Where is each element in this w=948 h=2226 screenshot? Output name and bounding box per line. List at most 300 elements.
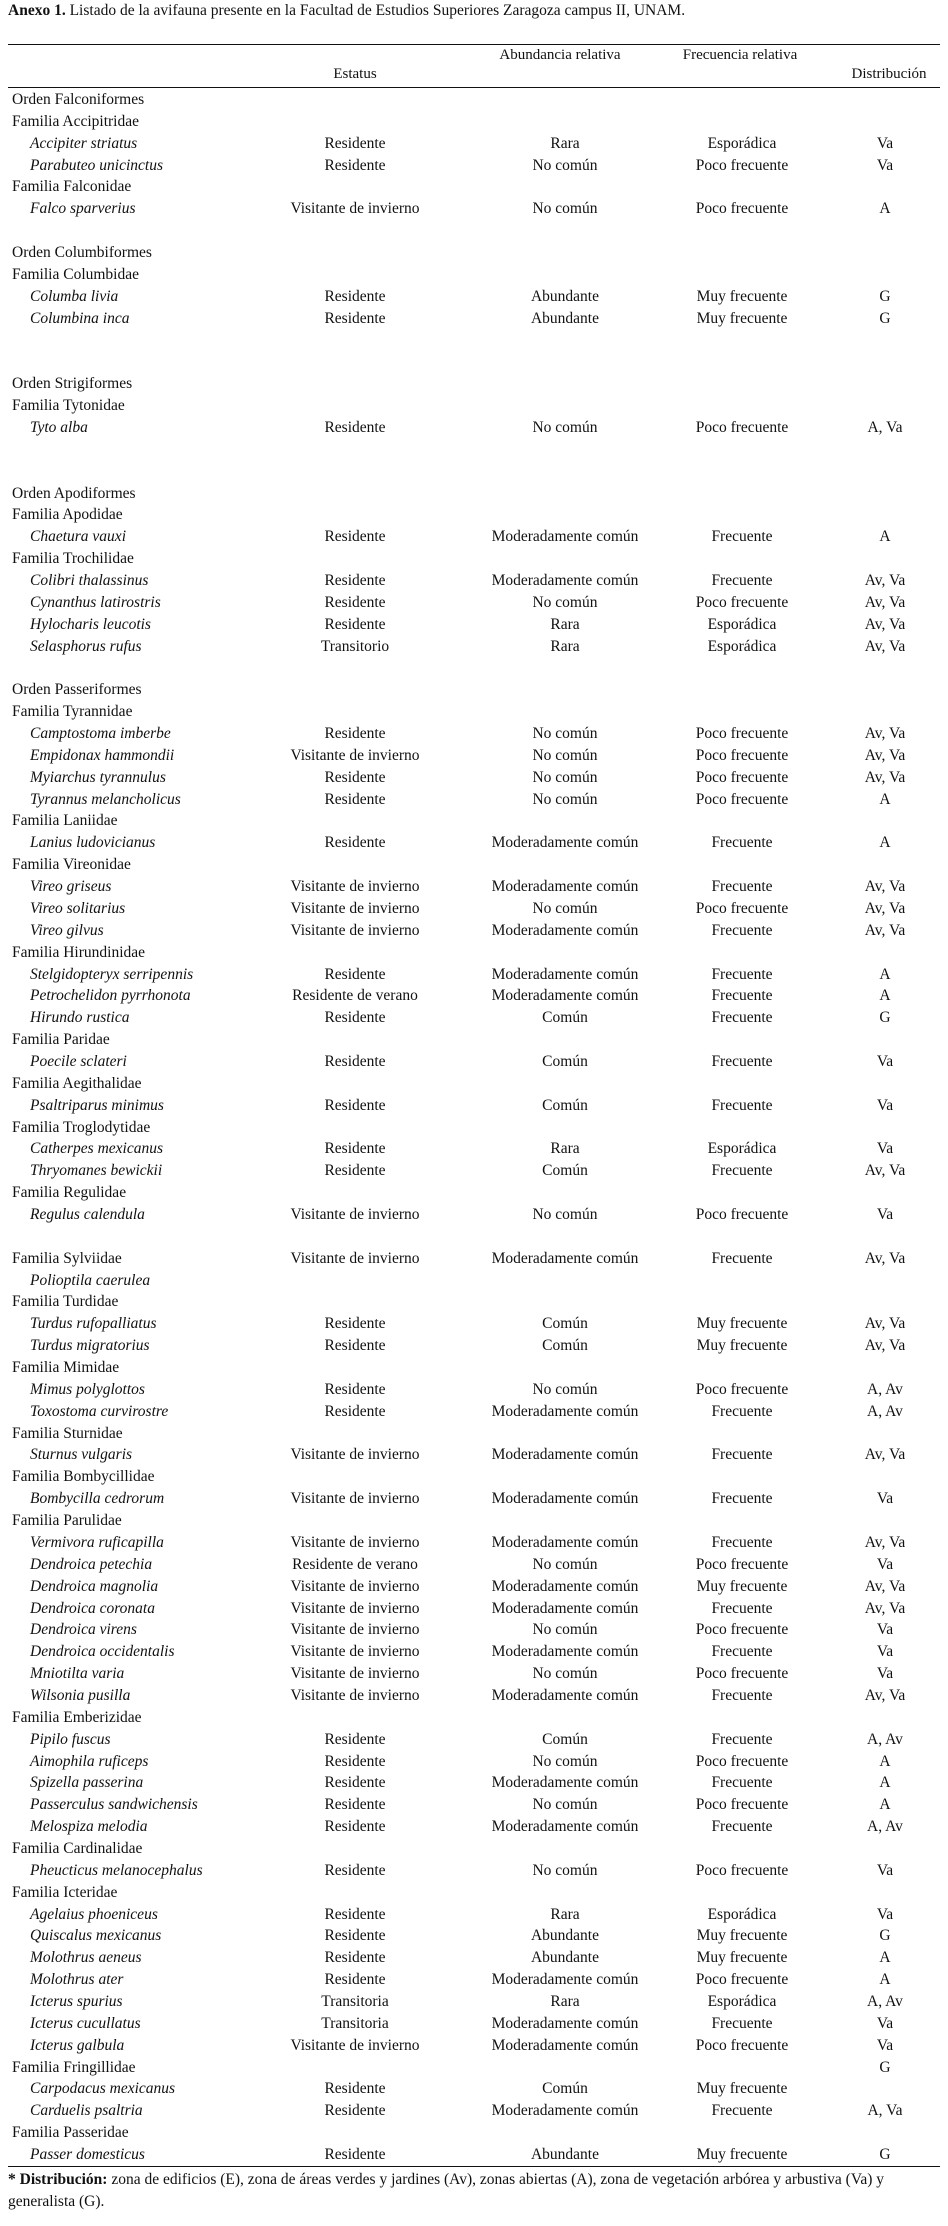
species-row bbox=[0, 1947, 948, 1968]
family-name: Familia Troglodytidae bbox=[12, 1118, 151, 1136]
family-name: Familia Parulidae bbox=[12, 1512, 122, 1529]
cell-estatus: Residente bbox=[324, 1140, 386, 1158]
species-row bbox=[0, 2078, 948, 2099]
species-name: Aimophila ruficeps bbox=[30, 1752, 149, 1770]
cell-distribucion: A, Va bbox=[867, 418, 903, 436]
cell-frecuencia: Poco frecuente bbox=[695, 1621, 789, 1639]
footnote bbox=[8, 2169, 940, 2213]
cell-estatus: Visitante de invierno bbox=[290, 2036, 420, 2054]
cell-distribucion: A bbox=[879, 1796, 891, 1814]
table-caption bbox=[8, 2, 685, 20]
family-name: Familia Trochilidae bbox=[12, 550, 134, 568]
cell-estatus: Visitante de invierno bbox=[290, 1533, 420, 1551]
cell-abundancia: Común bbox=[542, 1009, 588, 1027]
cell-distribucion: G bbox=[879, 2146, 891, 2163]
cell-frecuencia: Frecuente bbox=[711, 1599, 773, 1617]
cell-estatus: Residente bbox=[324, 156, 386, 174]
cell-frecuencia: Muy frecuente bbox=[696, 2080, 788, 2098]
family-row bbox=[0, 1423, 948, 1444]
species-name: Vermivora ruficapilla bbox=[30, 1533, 164, 1551]
spacer-row bbox=[0, 220, 948, 241]
order-row bbox=[0, 679, 948, 700]
family-name: Familia Vireonidae bbox=[12, 856, 131, 874]
cell-estatus: Transitorio bbox=[320, 637, 390, 655]
cell-frecuencia: Frecuente bbox=[711, 834, 773, 852]
species-row bbox=[0, 1007, 948, 1028]
family-row bbox=[0, 1466, 948, 1487]
family-row bbox=[0, 1510, 948, 1531]
cell-abundancia: No común bbox=[532, 1861, 598, 1879]
species-name: Turdus migratorius bbox=[30, 1337, 150, 1355]
cell-frecuencia: Frecuente bbox=[711, 1162, 773, 1180]
cell-frecuencia: Poco frecuente bbox=[695, 2036, 789, 2054]
cell-distribucion: Av, Va bbox=[864, 746, 906, 764]
species-row bbox=[0, 723, 948, 744]
species-row bbox=[0, 198, 948, 219]
species-row bbox=[0, 1335, 948, 1356]
species-row bbox=[0, 1554, 948, 1575]
cell-abundancia: No común bbox=[532, 200, 598, 218]
cell-estatus: Residente bbox=[324, 2102, 386, 2120]
species-row bbox=[0, 286, 948, 307]
species-name: Falco sparverius bbox=[30, 200, 136, 218]
species-name: Passerculus sandwichensis bbox=[30, 1796, 198, 1814]
header-abundancia: Abundancia relativa bbox=[499, 47, 621, 63]
family-row bbox=[0, 1357, 948, 1378]
species-row bbox=[0, 1051, 948, 1072]
cell-abundancia: Rara bbox=[550, 615, 580, 633]
species-name: Lanius ludovicianus bbox=[30, 834, 156, 852]
cell-frecuencia: Esporádica bbox=[707, 134, 777, 152]
cell-frecuencia: Poco frecuente bbox=[695, 1380, 789, 1398]
cell-abundancia: No común bbox=[532, 899, 598, 917]
order-name: Orden Passeriformes bbox=[12, 681, 142, 699]
species-name: Selasphorus rufus bbox=[30, 637, 142, 655]
cell-frecuencia: Poco frecuente bbox=[695, 156, 789, 174]
family-name: Familia Paridae bbox=[12, 1031, 110, 1049]
cell-frecuencia: Poco frecuente bbox=[695, 418, 789, 436]
cell-abundancia: Abundante bbox=[530, 1927, 599, 1945]
header-estatus: Estatus bbox=[333, 66, 377, 82]
species-row bbox=[0, 1138, 948, 1159]
species-row bbox=[0, 1904, 948, 1925]
cell-estatus: Visitante de invierno bbox=[290, 1686, 420, 1704]
cell-distribucion: Va bbox=[876, 2036, 894, 2054]
cell-distribucion: Av, Va bbox=[864, 637, 906, 655]
family-name: Familia Accipitridae bbox=[12, 112, 139, 130]
cell-distribucion: A bbox=[879, 200, 891, 218]
cell-abundancia: Común bbox=[542, 1052, 588, 1070]
cell-estatus: Residente de verano bbox=[292, 987, 418, 1005]
cell-distribucion: Av, Va bbox=[864, 1315, 906, 1333]
species-name: Quiscalus mexicanus bbox=[30, 1927, 162, 1945]
cell-estatus: Residente bbox=[324, 287, 386, 305]
footnote-text: zona de edificios (E), zona de áreas verdes y jardines (Av), zonas abiertas (A), zona de vegetación arbórea y arbustiva (Va) y generalista (G). bbox=[8, 2171, 884, 2210]
cell-distribucion: A, Av bbox=[867, 1380, 903, 1398]
species-name: Vireo griseus bbox=[30, 878, 112, 895]
cell-estatus: Visitante de invierno bbox=[290, 1577, 420, 1595]
order-row bbox=[0, 242, 948, 263]
cell-distribucion: Va bbox=[876, 1205, 894, 1223]
species-name: Agelaius phoeniceus bbox=[30, 1905, 158, 1923]
cell-frecuencia: Frecuente bbox=[711, 1774, 773, 1792]
cell-estatus: Residente bbox=[324, 1402, 386, 1420]
species-row bbox=[0, 1619, 948, 1640]
species-row bbox=[0, 1204, 948, 1225]
cell-estatus: Residente bbox=[324, 725, 386, 742]
cell-distribucion: Va bbox=[876, 1490, 894, 1508]
species-row bbox=[0, 308, 948, 329]
cell-estatus: Residente bbox=[324, 2080, 386, 2098]
cell-distribucion: Av, Va bbox=[864, 725, 906, 742]
cell-distribucion: A bbox=[879, 1971, 891, 1989]
cell-frecuencia: Frecuente bbox=[711, 1490, 773, 1508]
cell-estatus: Residente bbox=[324, 1730, 386, 1748]
cell-distribucion: Va bbox=[876, 1096, 894, 1114]
cell-distribucion: G bbox=[879, 287, 891, 305]
cell-abundancia: Abundante bbox=[530, 1949, 599, 1967]
species-row bbox=[0, 1794, 948, 1815]
family-name: Familia Emberizidae bbox=[12, 1708, 142, 1726]
cell-abundancia: Moderadamente común bbox=[491, 1686, 639, 1704]
family-row bbox=[0, 1248, 948, 1269]
cell-estatus: Visitante de invierno bbox=[290, 200, 420, 218]
cell-frecuencia: Muy frecuente bbox=[696, 309, 788, 327]
family-row bbox=[0, 854, 948, 875]
species-row bbox=[0, 1444, 948, 1465]
family-row bbox=[0, 1838, 948, 1859]
species-row bbox=[0, 745, 948, 766]
cell-distribucion: A bbox=[879, 834, 891, 852]
family-name: Familia Laniidae bbox=[12, 812, 118, 830]
cell-frecuencia: Poco frecuente bbox=[695, 1205, 789, 1223]
species-name: Spizella passerina bbox=[30, 1774, 144, 1792]
cell-abundancia: Moderadamente común bbox=[491, 1643, 639, 1661]
cell-distribucion: Av, Va bbox=[864, 1446, 906, 1464]
cell-frecuencia: Frecuente bbox=[711, 1446, 773, 1464]
cell-abundancia: No común bbox=[532, 768, 598, 786]
family-name: Familia Tytonidae bbox=[12, 397, 125, 415]
family-row bbox=[0, 176, 948, 197]
cell-abundancia: Moderadamente común bbox=[491, 878, 639, 895]
cell-abundancia: Común bbox=[542, 1162, 588, 1180]
cell-distribucion: Va bbox=[876, 1621, 894, 1639]
cell-abundancia: Rara bbox=[550, 637, 580, 655]
spacer-row bbox=[0, 439, 948, 460]
species-row bbox=[0, 2144, 948, 2165]
cell-abundancia: Moderadamente común bbox=[491, 2036, 639, 2054]
species-row bbox=[0, 898, 948, 919]
cell-distribucion: A bbox=[879, 790, 891, 808]
cell-frecuencia: Frecuente bbox=[711, 1009, 773, 1027]
family-row bbox=[0, 1291, 948, 1312]
species-row bbox=[0, 1751, 948, 1772]
species-name: Columbina inca bbox=[30, 309, 130, 327]
spacer-row bbox=[0, 330, 948, 351]
footnote-label: * Distribución: bbox=[8, 2171, 108, 2188]
cell-frecuencia: Poco frecuente bbox=[695, 1861, 789, 1879]
cell-abundancia: No común bbox=[532, 1555, 598, 1573]
cell-distribucion: A, Av bbox=[867, 1730, 903, 1748]
cell-estatus: Visitante de invierno bbox=[290, 746, 420, 764]
family-name: Familia Hirundinidae bbox=[12, 943, 146, 961]
family-row bbox=[0, 264, 948, 285]
species-row bbox=[0, 1379, 948, 1400]
cell-abundancia: Moderadamente común bbox=[491, 987, 639, 1005]
family-row bbox=[0, 1707, 948, 1728]
species-row bbox=[0, 1598, 948, 1619]
cell-frecuencia: Poco frecuente bbox=[695, 1971, 789, 1989]
family-row bbox=[0, 395, 948, 416]
cell-frecuencia: Poco frecuente bbox=[695, 593, 789, 611]
cell-estatus: Transitoria bbox=[321, 2014, 389, 2032]
table-bottom-rule bbox=[8, 2166, 940, 2167]
species-name: Polioptila caerulea bbox=[30, 1271, 151, 1289]
family-name: Familia Aegithalidae bbox=[12, 1074, 142, 1092]
family-name: Familia Cardinalidae bbox=[12, 1839, 143, 1857]
species-name: Mimus polyglottos bbox=[30, 1380, 145, 1398]
cell-abundancia: No común bbox=[532, 1796, 598, 1814]
cell-frecuencia: Muy frecuente bbox=[696, 1577, 788, 1595]
cell-estatus: Visitante de invierno bbox=[290, 878, 420, 895]
cell-frecuencia: Frecuente bbox=[711, 878, 773, 895]
species-name: Icterus spurius bbox=[30, 1993, 123, 2010]
cell-estatus: Residente bbox=[324, 1971, 386, 1989]
species-row bbox=[0, 1925, 948, 1946]
species-row bbox=[0, 1313, 948, 1334]
cell-frecuencia: Frecuente bbox=[711, 921, 773, 939]
cell-abundancia: Moderadamente común bbox=[491, 1249, 639, 1267]
cell-abundancia: Abundante bbox=[530, 2146, 599, 2163]
cell-frecuencia: Muy frecuente bbox=[696, 2146, 788, 2163]
family-row bbox=[0, 1882, 948, 1903]
header-distribucion: Distribución bbox=[851, 66, 927, 82]
cell-abundancia: Moderadamente común bbox=[491, 1490, 639, 1508]
family-name: Familia Turdidae bbox=[12, 1293, 119, 1311]
family-row bbox=[0, 548, 948, 569]
cell-abundancia: Abundante bbox=[530, 287, 599, 305]
species-name: Accipiter striatus bbox=[30, 134, 138, 152]
family-row bbox=[0, 1182, 948, 1203]
cell-estatus: Visitante de invierno bbox=[290, 1643, 420, 1661]
cell-distribucion: Av, Va bbox=[864, 878, 906, 895]
species-row bbox=[0, 1772, 948, 1793]
cell-abundancia: Moderadamente común bbox=[491, 1577, 639, 1595]
cell-distribucion: Av, Va bbox=[864, 768, 906, 786]
cell-abundancia: No común bbox=[532, 156, 598, 174]
cell-abundancia: No común bbox=[532, 593, 598, 611]
family-row bbox=[0, 810, 948, 831]
cell-estatus: Residente bbox=[324, 768, 386, 786]
cell-abundancia: No común bbox=[532, 790, 598, 808]
cell-abundancia: Moderadamente común bbox=[491, 2014, 639, 2032]
cell-distribucion: Av, Va bbox=[864, 615, 906, 633]
species-name: Pipilo fuscus bbox=[30, 1730, 111, 1748]
cell-frecuencia: Muy frecuente bbox=[696, 1927, 788, 1945]
cell-frecuencia: Esporádica bbox=[707, 615, 777, 633]
species-row bbox=[0, 1270, 948, 1291]
species-row bbox=[0, 876, 948, 897]
species-name: Toxostoma curvirostre bbox=[30, 1402, 169, 1420]
species-name: Wilsonia pusilla bbox=[30, 1686, 131, 1704]
cell-frecuencia: Poco frecuente bbox=[695, 1796, 789, 1814]
cell-abundancia: No común bbox=[532, 1665, 598, 1682]
cell-abundancia: No común bbox=[532, 1205, 598, 1223]
order-row bbox=[0, 89, 948, 110]
species-name: Stelgidopteryx serripennis bbox=[30, 965, 194, 983]
cell-distribucion: Va bbox=[876, 1643, 894, 1661]
species-row bbox=[0, 789, 948, 810]
caption-text: Listado de la avifauna presente en la Facultad de Estudios Superiores Zaragoza campus II, UNAM. bbox=[65, 2, 686, 19]
species-row bbox=[0, 2100, 948, 2121]
cell-estatus: Residente bbox=[324, 593, 386, 611]
species-row bbox=[0, 417, 948, 438]
family-name: Familia Columbidae bbox=[12, 265, 139, 283]
species-row bbox=[0, 1991, 948, 2012]
cell-abundancia: Moderadamente común bbox=[491, 2102, 639, 2120]
cell-estatus: Residente bbox=[324, 1949, 386, 1967]
species-row bbox=[0, 1401, 948, 1422]
cell-estatus: Residente bbox=[324, 2146, 386, 2163]
species-row bbox=[0, 1095, 948, 1116]
cell-estatus: Residente bbox=[324, 134, 386, 152]
cell-abundancia: Común bbox=[542, 1315, 588, 1333]
species-row bbox=[0, 1576, 948, 1597]
family-row bbox=[0, 1117, 948, 1138]
order-row bbox=[0, 483, 948, 504]
family-row bbox=[0, 2122, 948, 2143]
cell-abundancia: Moderadamente común bbox=[491, 1446, 639, 1464]
cell-distribucion: Av, Va bbox=[864, 1249, 906, 1267]
cell-abundancia: Común bbox=[542, 2080, 588, 2098]
species-row bbox=[0, 964, 948, 985]
order-name: Orden Strigiformes bbox=[12, 375, 133, 393]
cell-abundancia: Rara bbox=[550, 1905, 580, 1923]
species-name: Empidonax hammondii bbox=[30, 746, 175, 764]
cell-distribucion: A, Av bbox=[867, 1993, 903, 2010]
cell-estatus: Visitante de invierno bbox=[290, 1249, 420, 1267]
cell-estatus: Residente bbox=[324, 1796, 386, 1814]
cell-distribucion: Av, Va bbox=[864, 572, 906, 589]
species-row bbox=[0, 985, 948, 1006]
family-name: Familia Fringillidae bbox=[12, 2058, 136, 2076]
cell-abundancia: Moderadamente común bbox=[491, 921, 639, 939]
cell-abundancia: No común bbox=[532, 725, 598, 742]
species-name: Psaltriparus minimus bbox=[30, 1096, 164, 1114]
cell-distribucion: Av, Va bbox=[864, 921, 906, 939]
cell-frecuencia: Frecuente bbox=[711, 987, 773, 1005]
cell-frecuencia: Frecuente bbox=[711, 965, 773, 983]
family-row bbox=[0, 504, 948, 525]
family-row bbox=[0, 1073, 948, 1094]
cell-estatus: Residente bbox=[324, 1861, 386, 1879]
cell-estatus: Residente bbox=[324, 418, 386, 436]
cell-abundancia: Moderadamente común bbox=[491, 834, 639, 852]
cell-frecuencia: Poco frecuente bbox=[695, 768, 789, 786]
family-row bbox=[0, 1029, 948, 1050]
species-name: Carpodacus mexicanus bbox=[30, 2080, 176, 2098]
cell-frecuencia: Poco frecuente bbox=[695, 1752, 789, 1770]
cell-estatus: Visitante de invierno bbox=[290, 1446, 420, 1464]
cell-estatus: Residente bbox=[324, 1927, 386, 1945]
species-row bbox=[0, 592, 948, 613]
species-name: Hylocharis leucotis bbox=[30, 615, 151, 633]
species-name: Dendroica occidentalis bbox=[30, 1643, 175, 1661]
species-row bbox=[0, 1729, 948, 1750]
cell-frecuencia: Frecuente bbox=[711, 2014, 773, 2032]
family-name: Familia Sturnidae bbox=[12, 1424, 123, 1442]
cell-estatus: Transitoria bbox=[321, 1993, 389, 2010]
cell-estatus: Residente de verano bbox=[292, 1555, 418, 1573]
species-name: Passer domesticus bbox=[30, 2146, 145, 2163]
cell-estatus: Visitante de invierno bbox=[290, 1621, 420, 1639]
cell-frecuencia: Frecuente bbox=[711, 2102, 773, 2120]
cell-distribucion: G bbox=[879, 1009, 891, 1027]
cell-abundancia: Común bbox=[542, 1096, 588, 1114]
species-name: Sturnus vulgaris bbox=[30, 1446, 133, 1464]
cell-abundancia: No común bbox=[532, 418, 598, 436]
cell-abundancia: Moderadamente común bbox=[491, 1402, 639, 1420]
species-name: Petrochelidon pyrrhonota bbox=[30, 987, 191, 1005]
cell-estatus: Residente bbox=[324, 1752, 386, 1770]
species-name: Poecile sclateri bbox=[30, 1052, 127, 1070]
family-row bbox=[0, 111, 948, 132]
cell-distribucion: A, Av bbox=[867, 1818, 903, 1836]
cell-estatus: Visitante de invierno bbox=[290, 1665, 420, 1682]
table-header-rule bbox=[8, 87, 940, 88]
cell-frecuencia: Esporádica bbox=[707, 1140, 777, 1158]
family-name: Familia Regulidae bbox=[12, 1184, 127, 1202]
cell-abundancia: Moderadamente común bbox=[491, 1599, 639, 1617]
cell-distribucion: Va bbox=[876, 1861, 894, 1879]
species-row bbox=[0, 2013, 948, 2034]
species-name: Dendroica virens bbox=[30, 1621, 137, 1639]
cell-abundancia: Moderadamente común bbox=[491, 965, 639, 983]
species-name: Molothrus aeneus bbox=[30, 1949, 142, 1967]
cell-abundancia: Moderadamente común bbox=[491, 1971, 639, 1989]
cell-abundancia: Moderadamente común bbox=[491, 1774, 639, 1792]
cell-abundancia: No común bbox=[532, 1752, 598, 1770]
cell-frecuencia: Muy frecuente bbox=[696, 1315, 788, 1333]
cell-frecuencia: Frecuente bbox=[711, 1096, 773, 1114]
species-name: Dendroica coronata bbox=[30, 1599, 155, 1617]
cell-distribucion: Va bbox=[876, 1052, 894, 1070]
cell-estatus: Residente bbox=[324, 1905, 386, 1923]
family-name: Familia Apodidae bbox=[12, 506, 123, 524]
cell-frecuencia: Frecuente bbox=[711, 1686, 773, 1704]
cell-frecuencia: Frecuente bbox=[711, 1052, 773, 1070]
species-name: Hirundo rustica bbox=[30, 1009, 130, 1027]
species-name: Chaetura vauxi bbox=[30, 528, 126, 546]
cell-distribucion: G bbox=[879, 309, 891, 327]
cell-distribucion: G bbox=[879, 2058, 891, 2076]
cell-abundancia: No común bbox=[532, 746, 598, 764]
cell-abundancia: Moderadamente común bbox=[491, 528, 639, 546]
cell-frecuencia: Frecuente bbox=[711, 1249, 773, 1267]
cell-frecuencia: Frecuente bbox=[711, 1533, 773, 1551]
cell-estatus: Residente bbox=[324, 1315, 386, 1333]
species-name: Catherpes mexicanus bbox=[30, 1140, 164, 1158]
cell-frecuencia: Frecuente bbox=[711, 572, 773, 589]
cell-estatus: Residente bbox=[324, 309, 386, 327]
cell-frecuencia: Poco frecuente bbox=[695, 725, 789, 742]
species-name: Tyrannus melancholicus bbox=[30, 790, 181, 808]
cell-estatus: Residente bbox=[324, 1009, 386, 1027]
cell-frecuencia: Esporádica bbox=[707, 637, 777, 655]
cell-distribucion: Av, Va bbox=[864, 1533, 906, 1551]
order-row bbox=[0, 373, 948, 394]
species-name: Parabuteo unicinctus bbox=[30, 156, 164, 174]
